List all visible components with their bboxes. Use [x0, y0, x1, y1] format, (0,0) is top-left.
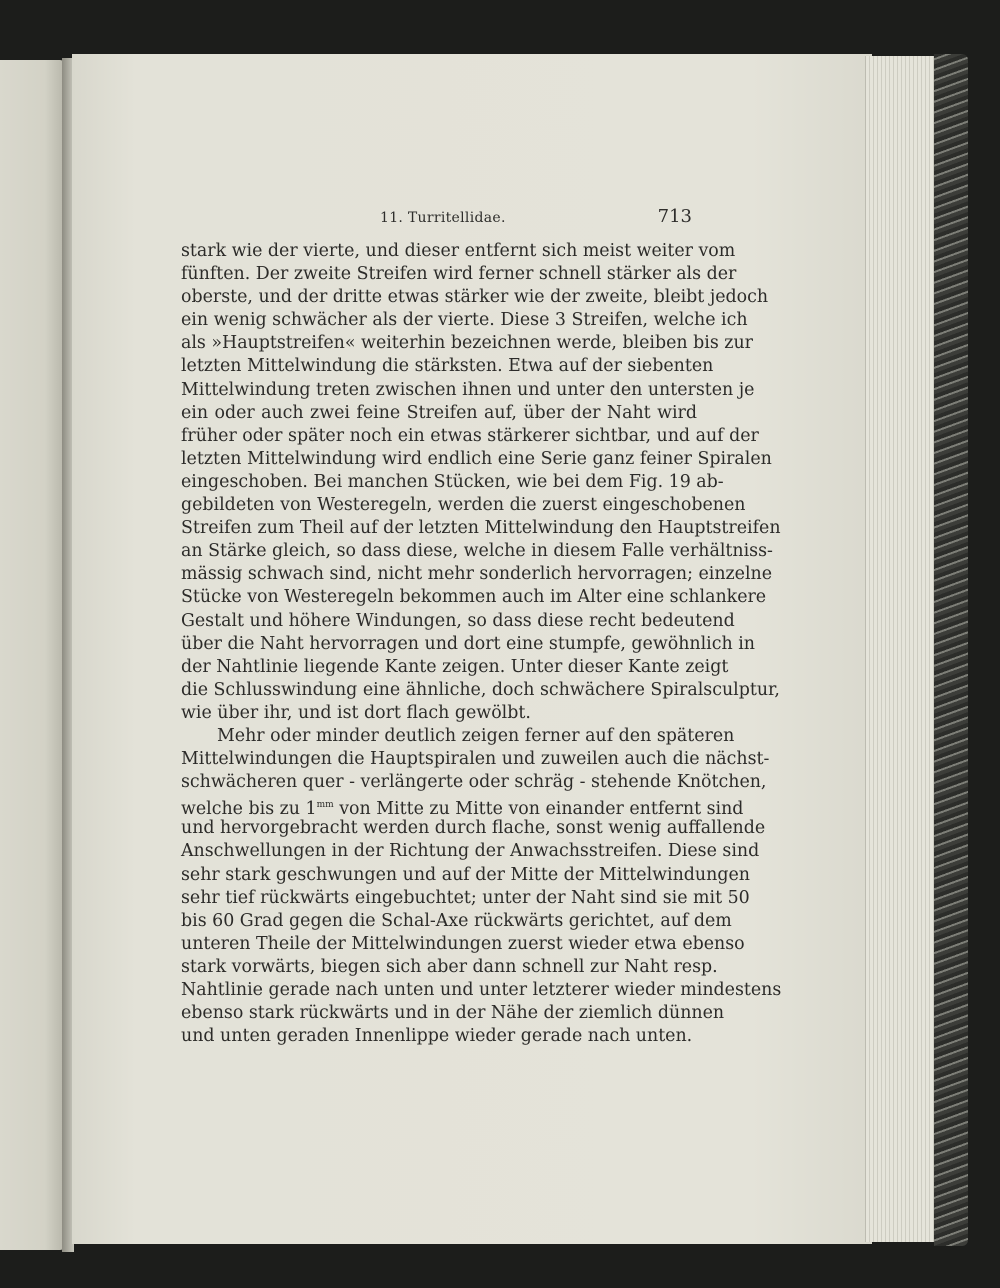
text-line: schwächeren quer - verlängerte oder schräg - stehende Knötchen, — [181, 772, 767, 793]
text-line: stark vorwärts, biegen sich aber dann schnell zur Naht resp. — [181, 956, 718, 977]
text-line: früher oder später noch ein etwas stärkerer sichtbar, und auf der — [181, 425, 759, 446]
text-line: sehr stark geschwungen und auf der Mitte der Mittelwindungen — [181, 864, 750, 885]
text-line: eingeschoben. Bei manchen Stücken, wie bei dem Fig. 19 ab- — [181, 471, 724, 492]
text-line: Mittelwindung treten zwischen ihnen und unter den untersten je — [181, 379, 755, 400]
text-line: und unten geraden Innenlippe wieder gerade nach unten. — [181, 1026, 693, 1047]
text-line: ein wenig schwächer als der vierte. Diese 3 Streifen, welche ich — [181, 310, 748, 331]
text-line: Stücke von Westeregeln bekommen auch im Alter eine schlankere — [181, 587, 767, 608]
text-segment: von Mitte zu Mitte von einander entfernt sind — [333, 799, 744, 820]
text-line: stark wie der vierte, und dieser entfernt sich meist weiter vom — [181, 241, 736, 261]
book-cover-edge — [934, 54, 968, 1246]
text-line: Mittelwindungen die Hauptspiralen und zuweilen auch die nächst- — [181, 749, 770, 770]
text-line: letzten Mittelwindung wird endlich eine Serie ganz feiner Spiralen — [181, 448, 772, 469]
running-head — [380, 206, 692, 228]
chapter-title: 11. Turritellidae. — [380, 210, 506, 226]
body-text — [181, 240, 782, 1048]
text-line: als »Hauptstreifen« weiterhin bezeichnen werde, bleiben bis zur — [181, 333, 753, 354]
text-line: ein oder auch zwei feine Streifen auf, über der Naht wird — [181, 402, 697, 423]
text-line: Gestalt und höhere Windungen, so dass diese recht bedeutend — [181, 610, 735, 631]
text-line: sehr tief rückwärts eingebuchtet; unter der Naht sind sie mit 50 — [181, 887, 750, 908]
text-line: fünften. Der zweite Streifen wird ferner schnell stärker als der — [181, 264, 737, 285]
text-line-with-unit — [181, 794, 744, 820]
text-line: Anschwellungen in der Richtung der Anwachsstreifen. Diese sind — [181, 841, 760, 862]
text-line: bis 60 Grad gegen die Schal-Axe rückwärts gerichtet, auf dem — [181, 910, 732, 931]
left-page-edge — [0, 60, 64, 1250]
page-number: 713 — [657, 206, 692, 227]
text-line: an Stärke gleich, so dass diese, welche in diesem Falle verhältniss- — [181, 541, 773, 562]
text-line: und hervorgebracht werden durch flache, sonst wenig auffallende — [181, 818, 766, 839]
text-line: wie über ihr, und ist dort flach gewölbt. — [181, 702, 531, 723]
unit-superscript: mm — [316, 800, 334, 811]
text-segment: welche bis zu 1 — [181, 799, 317, 820]
text-line: die Schlusswindung eine ähnliche, doch schwächere Spiralsculptur, — [181, 679, 780, 700]
text-line: Nahtlinie gerade nach unten und unter letzterer wieder mindestens — [181, 980, 782, 1000]
text-line: der Nahtlinie liegende Kante zeigen. Unter dieser Kante zeigt — [181, 656, 729, 677]
text-line: oberste, und der dritte etwas stärker wie der zweite, bleibt jedoch — [181, 287, 769, 308]
text-line: unteren Theile der Mittelwindungen zuerst wieder etwa ebenso — [181, 933, 745, 954]
text-line: Streifen zum Theil auf der letzten Mittelwindung den Hauptstreifen — [181, 518, 781, 539]
text-line: ebenso stark rückwärts und in der Nähe der ziemlich dünnen — [181, 1003, 725, 1024]
text-line: mässig schwach sind, nicht mehr sonderlich hervorragen; einzelne — [181, 564, 773, 585]
text-line: Mehr oder minder deutlich zeigen ferner auf den späteren — [217, 725, 735, 746]
text-line: über die Naht hervorragen und dort eine stumpfe, gewöhnlich in — [181, 633, 755, 654]
text-line: letzten Mittelwindung die stärksten. Etwa auf der siebenten — [181, 356, 714, 377]
text-line: gebildeten von Westeregeln, werden die zuerst eingeschobenen — [181, 495, 746, 516]
